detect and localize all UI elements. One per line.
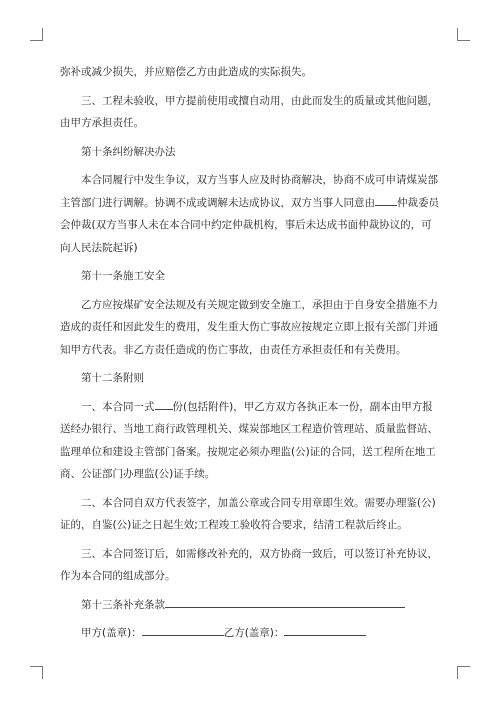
article-13-line — [60, 594, 440, 617]
party-b-label: 乙方(盖章)： — [223, 627, 285, 639]
crop-mark-top-left — [30, 28, 43, 41]
party-b-signature-blank — [284, 624, 366, 636]
article-13-heading: 第十三条补充条款 — [81, 598, 165, 611]
party-a-signature-blank — [142, 624, 224, 636]
crop-mark-top-right — [457, 28, 470, 41]
paragraph-loss-compensation: 弥补或减少损失，并应赔偿乙方由此造成的实际损失。 — [60, 66, 312, 78]
copies-blank — [155, 398, 173, 410]
article-11-heading: 第十一条施工安全 — [81, 270, 165, 282]
dispute-text-a: 本合同履行中发生争议，双方当事人应及时协商解决，协商不成可申请煤炭部主管部门进行调解。协调不成或调解未达成协议，双方当事人同意由 — [60, 174, 438, 209]
supplement-blank-line — [165, 596, 405, 608]
copies-text-a: 一、本合同一式 — [81, 400, 155, 413]
crop-mark-bottom-left — [30, 666, 43, 679]
paragraph-copies — [60, 396, 440, 486]
signature-line — [60, 622, 440, 645]
crop-mark-bottom-right — [457, 666, 470, 679]
party-a-label: 甲方(盖章)： — [81, 627, 142, 639]
document-page — [60, 61, 440, 651]
dispute-text-b: 仲裁委员会仲裁(双方当事人未在本合同中约定仲裁机构，事后未达成书面仲裁协议的，可向人民法院起诉) — [60, 196, 439, 254]
paragraph-effective: 二、本合同自双方代表签字，加盖公章或合同专用章即生效。需要办理鉴(公)证的，自鉴(公)证之日起生效;工程竣工验收符合要求，结清工程款后终止。 — [60, 496, 436, 531]
copies-text-b: 份(包括附件)，甲乙方双方各执正本一份，副本由甲方报送经办银行、当地工商行政管理机关、煤炭部地区工程造价管理站、质量监督站、监理单位和建设主管部门备案。按规定必须办理监(公)证的合同，送工程所在地工商、公证部门办理监(公)证手续。 — [60, 400, 438, 480]
paragraph-dispute — [60, 169, 440, 259]
paragraph-safety: 乙方应按煤矿安全法规及有关规定做到安全施工，承担由于自身安全措施不力造成的责任和因此发生的费用，发生重大伤亡事故应按规定立即上报有关部门并通知甲方代表。非乙方责任造成的伤亡事故，由责任方承担责任和有关费用。 — [60, 298, 438, 356]
arbitration-blank — [375, 194, 397, 206]
article-12-heading: 第十二条附则 — [81, 372, 144, 384]
paragraph-amendment: 三、本合同签订后，如需修改补充的，双方协商一致后，可以签订补充协议，作为本合同的组成部分。 — [60, 547, 438, 582]
paragraph-early-use: 三、工程未验收，甲方提前使用或擅自动用，由此而发生的质量或其他问题，由甲方承担责任。 — [60, 94, 438, 129]
article-10-heading: 第十条纠纷解决办法 — [81, 145, 176, 158]
